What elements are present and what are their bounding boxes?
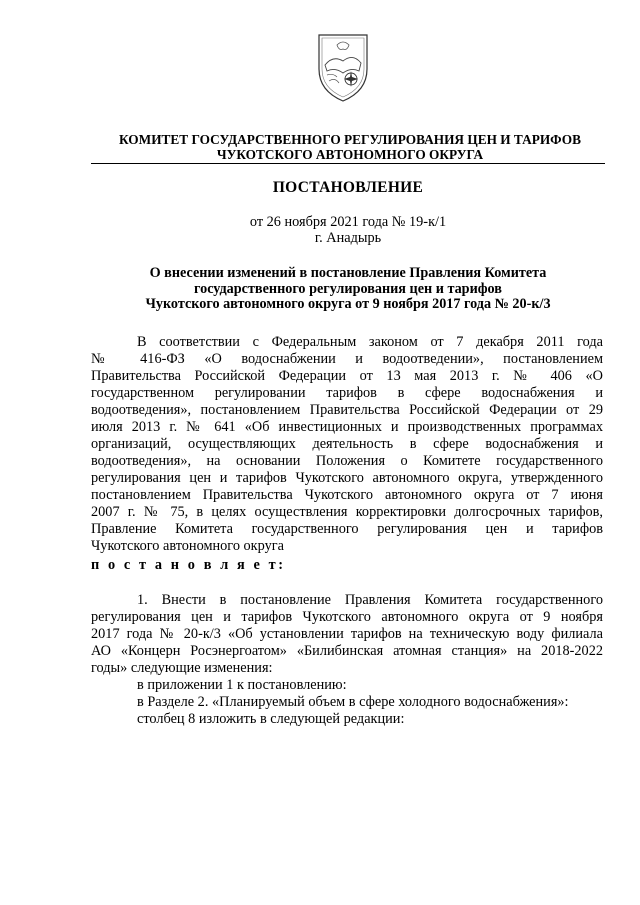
sub-line: в приложении 1 к постановлению:: [137, 677, 347, 693]
item1-line: регулирования цен и тарифов Чукотского автономного округа от 9 ноября: [91, 609, 603, 625]
org-name-line1: КОМИТЕТ ГОСУДАРСТВЕННОГО РЕГУЛИРОВАНИЯ ЦЕН И ТАРИФОВ: [119, 132, 581, 147]
preamble-line: регулирования цен и тарифов Чукотского автономного округа, утвержденного: [91, 470, 603, 486]
header-divider: [91, 163, 605, 164]
org-name-line2: ЧУКОТСКОГО АВТОНОМНОГО ОКРУГА: [216, 147, 484, 162]
preamble-line: Правление Комитета государственного регулирования цен и тарифов: [91, 521, 603, 537]
title-line: государственного регулирования цен и тарифов: [194, 280, 502, 297]
decree-word: п о с т а н о в л я е т:: [91, 557, 286, 573]
preamble-line: июля 2013 г. № 641 «Об инвестиционных и производственных программах: [91, 419, 603, 435]
preamble-line: государственном регулировании тарифов в сфере водоснабжения и: [91, 385, 603, 401]
document-title: [91, 266, 605, 313]
preamble-line: № 416-ФЗ «О водоснабжении и водоотведении», постановлением: [91, 351, 603, 367]
preamble-line: Правительства Российской Федерации от 13 мая 2013 г. № 406 «О: [91, 368, 603, 384]
preamble-line: организаций, осуществляющих деятельность в сфере водоснабжения и: [91, 436, 603, 452]
document-city: г. Анадырь: [314, 230, 382, 246]
chukotka-coat-of-arms-icon: [303, 25, 383, 105]
document-date-number: от 26 ноября 2021 года № 19-к/1: [249, 214, 447, 230]
document-type: ПОСТАНОВЛЕНИЕ: [272, 179, 424, 196]
preamble-line: Чукотского автономного округа: [91, 538, 284, 554]
sub-line: столбец 8 изложить в следующей редакции:: [137, 711, 405, 727]
item1-line: годы» следующие изменения:: [91, 660, 273, 676]
preamble-line: 2007 г. № 75, в целях осуществления корректировки долгосрочных тарифов,: [91, 504, 603, 520]
sub-line: в Разделе 2. «Планируемый объем в сфере холодного водоснабжения»:: [137, 694, 569, 710]
preamble-line: В соответствии с Федеральным законом от 7 декабря 2011 года: [137, 334, 603, 350]
preamble-line: водоотведения», постановлением Правительства Российской Федерации от 29: [91, 402, 603, 418]
item1-line: 1. Внести в постановление Правления Комитета государственного: [137, 592, 603, 608]
item1-line: АО «Концерн Росэнергоатом» «Билибинская атомная станция» на 2018-2022: [91, 643, 603, 659]
preamble-line: водоотведения», на основании Положения о Комитете государственного: [91, 453, 603, 469]
title-line: О внесении изменений в постановление Правления Комитета: [149, 265, 547, 281]
preamble-line: постановлением Правительства Чукотского автономного округа от 7 июня: [91, 487, 603, 503]
item1-line: 2017 года № 20-к/3 «Об установлении тарифов на техническую воду филиала: [91, 626, 603, 642]
title-line: Чукотского автономного округа от 9 ноября 2017 года № 20-к/3: [145, 296, 551, 312]
